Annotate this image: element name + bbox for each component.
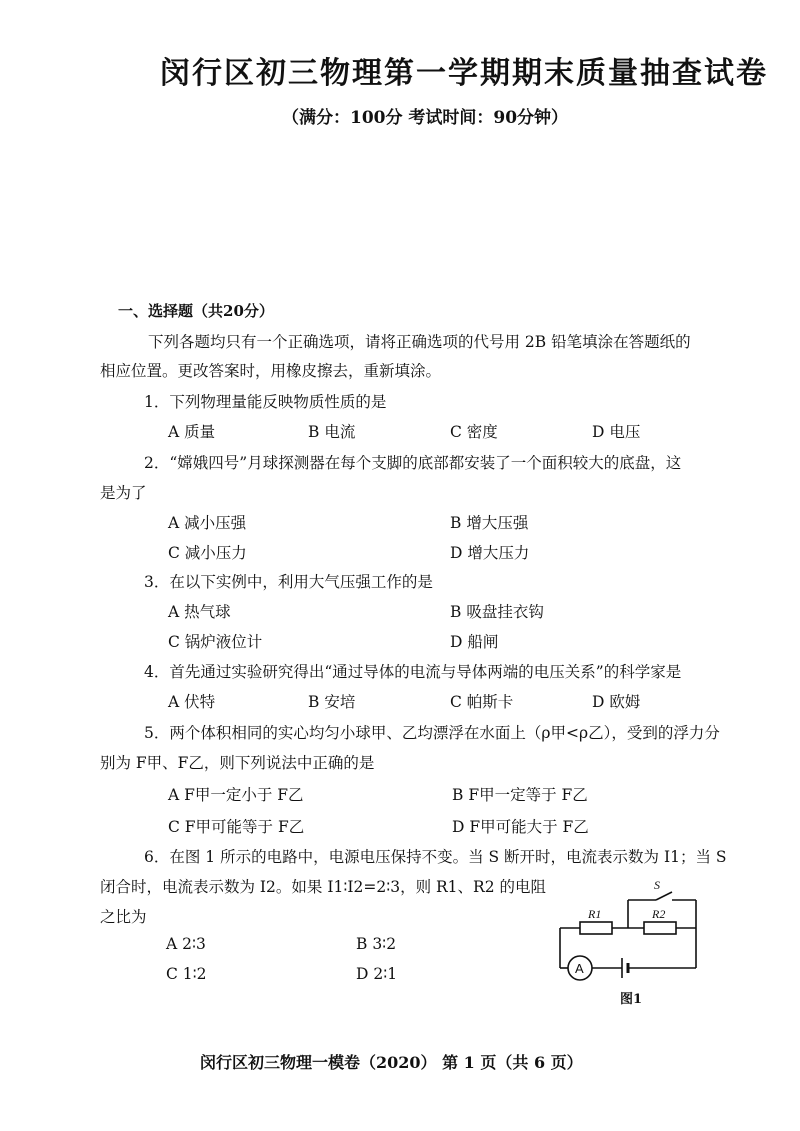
switch-label: S [654, 880, 660, 892]
q4-option-d: D 欧姆 [592, 693, 641, 711]
q5-option-d: D F甲可能大于 F乙 [452, 818, 589, 836]
q5-option-a: A F甲一定小于 F乙 [168, 786, 304, 804]
r2-label: R2 [652, 907, 666, 921]
q1-option-b: B 电流 [308, 423, 356, 441]
q6-option-b: B 3∶2 [356, 935, 397, 953]
q6-option-c: C 1∶2 [166, 965, 207, 983]
question-6-stem-cont-2: 之比为 [100, 908, 147, 926]
question-4-stem: 4．首先通过实验研究得出“通过导体的电流与导体两端的电压关系”的科学家是 [144, 663, 682, 681]
q1-option-c: C 密度 [450, 423, 498, 441]
q6-option-d: D 2∶1 [356, 965, 398, 983]
r1-label: R1 [588, 907, 602, 921]
q3-option-d: D 船闸 [450, 633, 499, 651]
q3-option-c: C 锅炉液位计 [168, 633, 263, 651]
q5-option-c: C F甲可能等于 F乙 [168, 818, 305, 836]
question-2-stem-cont: 是为了 [100, 484, 147, 502]
question-5-stem: 5．两个体积相同的实心均匀小球甲、乙均漂浮在水面上（ρ甲<ρ乙），受到的浮力分 [144, 724, 720, 742]
q4-option-b: B 安培 [308, 693, 356, 711]
q3-option-b: B 吸盘挂衣钩 [450, 603, 544, 621]
question-1-stem: 1．下列物理量能反映物质性质的是 [144, 393, 387, 411]
q3-option-a: A 热气球 [168, 603, 231, 621]
resistor-r2 [644, 922, 676, 934]
page-footer: 闵行区初三物理一模卷（2020） 第 1 页（共 6 页） [200, 1053, 583, 1072]
circuit-diagram [548, 880, 708, 985]
exam-info: （满分：100分 考试时间：90分钟） [282, 108, 569, 128]
q4-option-c: C 帕斯卡 [450, 693, 514, 711]
q1-option-a: A 质量 [168, 423, 216, 441]
q6-option-a: A 2∶3 [166, 935, 206, 953]
question-2-stem: 2．“嫦娥四号”月球探测器在每个支脚的底部都安装了一个面积较大的底盘，这 [144, 454, 682, 472]
switch-blade [656, 892, 672, 900]
section-heading: 一、选择题（共20分） [118, 302, 274, 320]
resistor-r1 [580, 922, 612, 934]
q1-option-d: D 电压 [592, 423, 641, 441]
q4-option-a: A 伏特 [168, 693, 216, 711]
figure-caption: 图1 [620, 992, 643, 1007]
question-3-stem: 3．在以下实例中，利用大气压强工作的是 [144, 573, 433, 591]
q2-option-a: A 减小压强 [168, 514, 247, 532]
question-5-stem-cont: 别为 F甲、F乙，则下列说法中正确的是 [100, 754, 375, 772]
question-6-stem: 6．在图 1 所示的电路中，电源电压保持不变。当 S 断开时，电流表示数为 I1；当 S [144, 848, 727, 866]
question-6-stem-cont: 闭合时，电流表示数为 I2。如果 I1∶I2=2∶3，则 R1、R2 的电阻 [100, 878, 547, 896]
ammeter-label: A [575, 961, 584, 976]
q2-option-b: B 增大压强 [450, 514, 529, 532]
q5-option-b: B F甲一定等于 F乙 [452, 786, 588, 804]
page-title: 闵行区初三物理第一学期期末质量抽查试卷 [160, 56, 768, 91]
q2-option-d: D 增大压力 [450, 544, 530, 562]
q2-option-c: C 减小压力 [168, 544, 247, 562]
instruction-line-1: 下列各题均只有一个正确选项，请将正确选项的代号用 2B 铅笔填涂在答题纸的 [148, 333, 691, 351]
instruction-line-2: 相应位置。更改答案时，用橡皮擦去，重新填涂。 [100, 362, 442, 380]
